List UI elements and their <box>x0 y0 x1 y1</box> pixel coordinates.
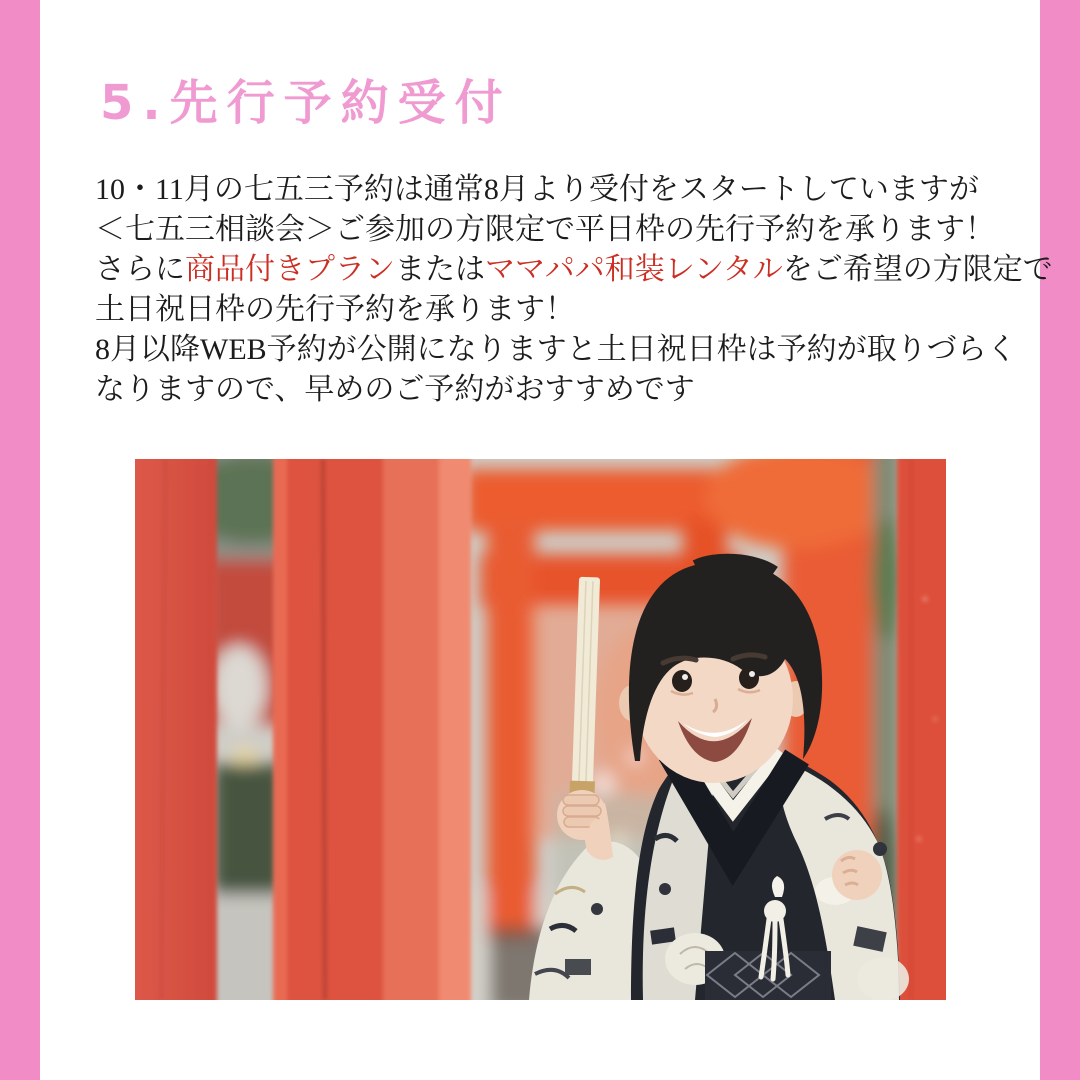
line3-mid: または <box>395 253 485 286</box>
announcement-text <box>95 170 1053 410</box>
torii-pillar-right <box>897 459 946 1000</box>
highlight-parents-kimono-rental: ママパパ和装レンタル <box>485 253 783 286</box>
announcement-line-5: 8月以降WEB予約が公開になりますと土日祝日枠は予約が取りづらく <box>95 333 1017 366</box>
announcement-line-6: なりますので、早めのご予約がおすすめです <box>95 373 695 406</box>
right-pink-border <box>1040 0 1080 1080</box>
announcement-line-4: 土日祝日枠の先行予約を承ります！ <box>95 293 575 326</box>
section-heading: 5.先行予約受付 <box>100 75 512 131</box>
announcement-line-1: 10・11月の七五三予約は通常8月より受付をスタートしていますが <box>95 173 979 206</box>
left-pink-border <box>0 0 40 1080</box>
highlight-product-plan: 商品付きプラン <box>185 253 395 286</box>
photo-boy-torii <box>135 459 946 1000</box>
line3-post: をご希望の方限定で <box>782 253 1053 286</box>
torii-pillars-foreground <box>135 459 471 1000</box>
announcement-line-2: ＜七五三相談会＞ご参加の方限定で平日枠の先行予約を承ります！ <box>95 213 995 246</box>
hakama-obi <box>705 951 831 1000</box>
photo-image <box>135 459 946 1000</box>
announcement-line-3 <box>95 250 1053 290</box>
line3-pre: さらに <box>95 253 185 286</box>
